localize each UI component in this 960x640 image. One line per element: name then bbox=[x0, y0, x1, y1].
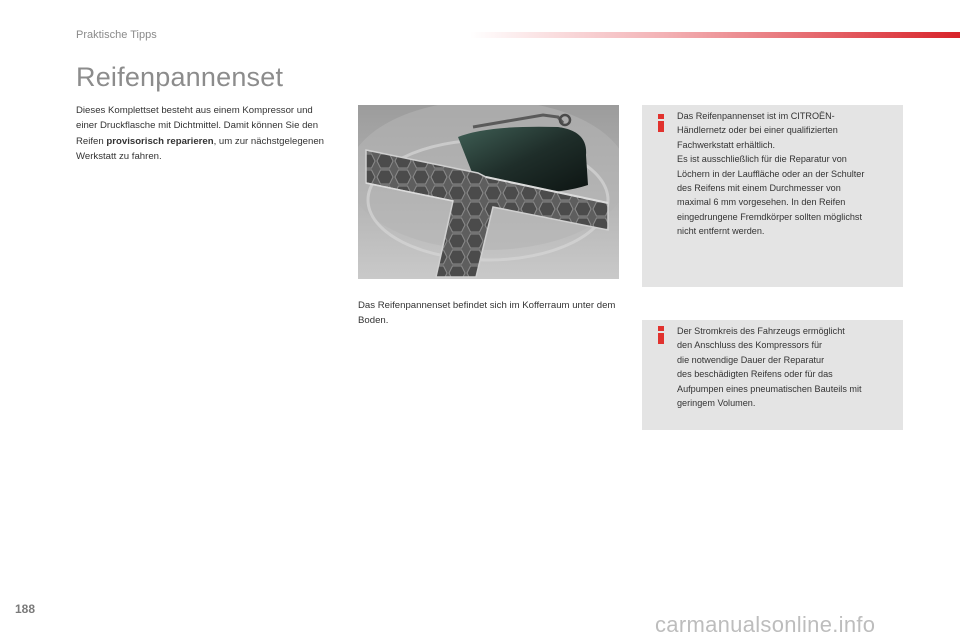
page-number: 188 bbox=[15, 602, 36, 616]
page-title: Reifenpannenset bbox=[76, 62, 284, 92]
note-line: geringem Volumen. bbox=[677, 398, 756, 409]
note-line: eingedrungene Fremdkörper sollten möglichst bbox=[677, 211, 863, 222]
header-accent-line bbox=[470, 32, 960, 38]
section-header: Praktische Tipps bbox=[76, 29, 157, 41]
intro-text-end: , um zur nächstgelegenen Werkstatt zu fahren. bbox=[76, 135, 324, 162]
info-note-text bbox=[677, 324, 901, 410]
note-line: die notwendige Dauer der Reparatur bbox=[677, 354, 825, 365]
note-line: Das Reifenpannenset ist im CITROËN- bbox=[677, 111, 835, 121]
watermark: carmanualsonline.info bbox=[655, 612, 876, 637]
info-icon bbox=[654, 325, 668, 345]
note-line: den Anschluss des Kompressors für bbox=[677, 340, 823, 351]
intro-bold-text: provisorisch reparieren bbox=[106, 135, 214, 147]
note-line: Händlernetz oder bei einer qualifizierten bbox=[677, 125, 838, 136]
trunk-photo bbox=[358, 105, 619, 279]
note-line: Fachwerkstatt erhältlich. bbox=[677, 139, 776, 150]
intro-text: Dieses Komplettset besteht aus einem Kompressor und einer Druckflasche mit Dichtmittel. Damit können Sie den Reifen bbox=[76, 105, 319, 147]
note-line: Löchern in der Lauffläche oder an der Schulter bbox=[677, 168, 865, 179]
note-line: maximal 6 mm vorgesehen. In den Reifen bbox=[677, 197, 846, 208]
intro-paragraph bbox=[76, 103, 336, 164]
info-note-availability bbox=[642, 105, 903, 287]
note-line: Aufpumpen eines pneumatischen Bauteils mit bbox=[677, 383, 862, 394]
note-line: Der Stromkreis des Fahrzeugs ermöglicht bbox=[677, 326, 845, 336]
info-icon bbox=[654, 113, 668, 133]
photo-caption: Das Reifenpannenset befindet sich im Kofferraum unter dem Boden. bbox=[358, 300, 616, 327]
info-note-text bbox=[677, 109, 901, 239]
note-line: nicht entfernt werden. bbox=[677, 226, 765, 237]
note-line: des beschädigten Reifens oder für das bbox=[677, 369, 833, 380]
note-line: Es ist ausschließlich für die Reparatur von bbox=[677, 154, 847, 165]
info-note-compressor bbox=[642, 320, 903, 430]
note-line: des Reifens mit einem Durchmesser von bbox=[677, 183, 841, 194]
